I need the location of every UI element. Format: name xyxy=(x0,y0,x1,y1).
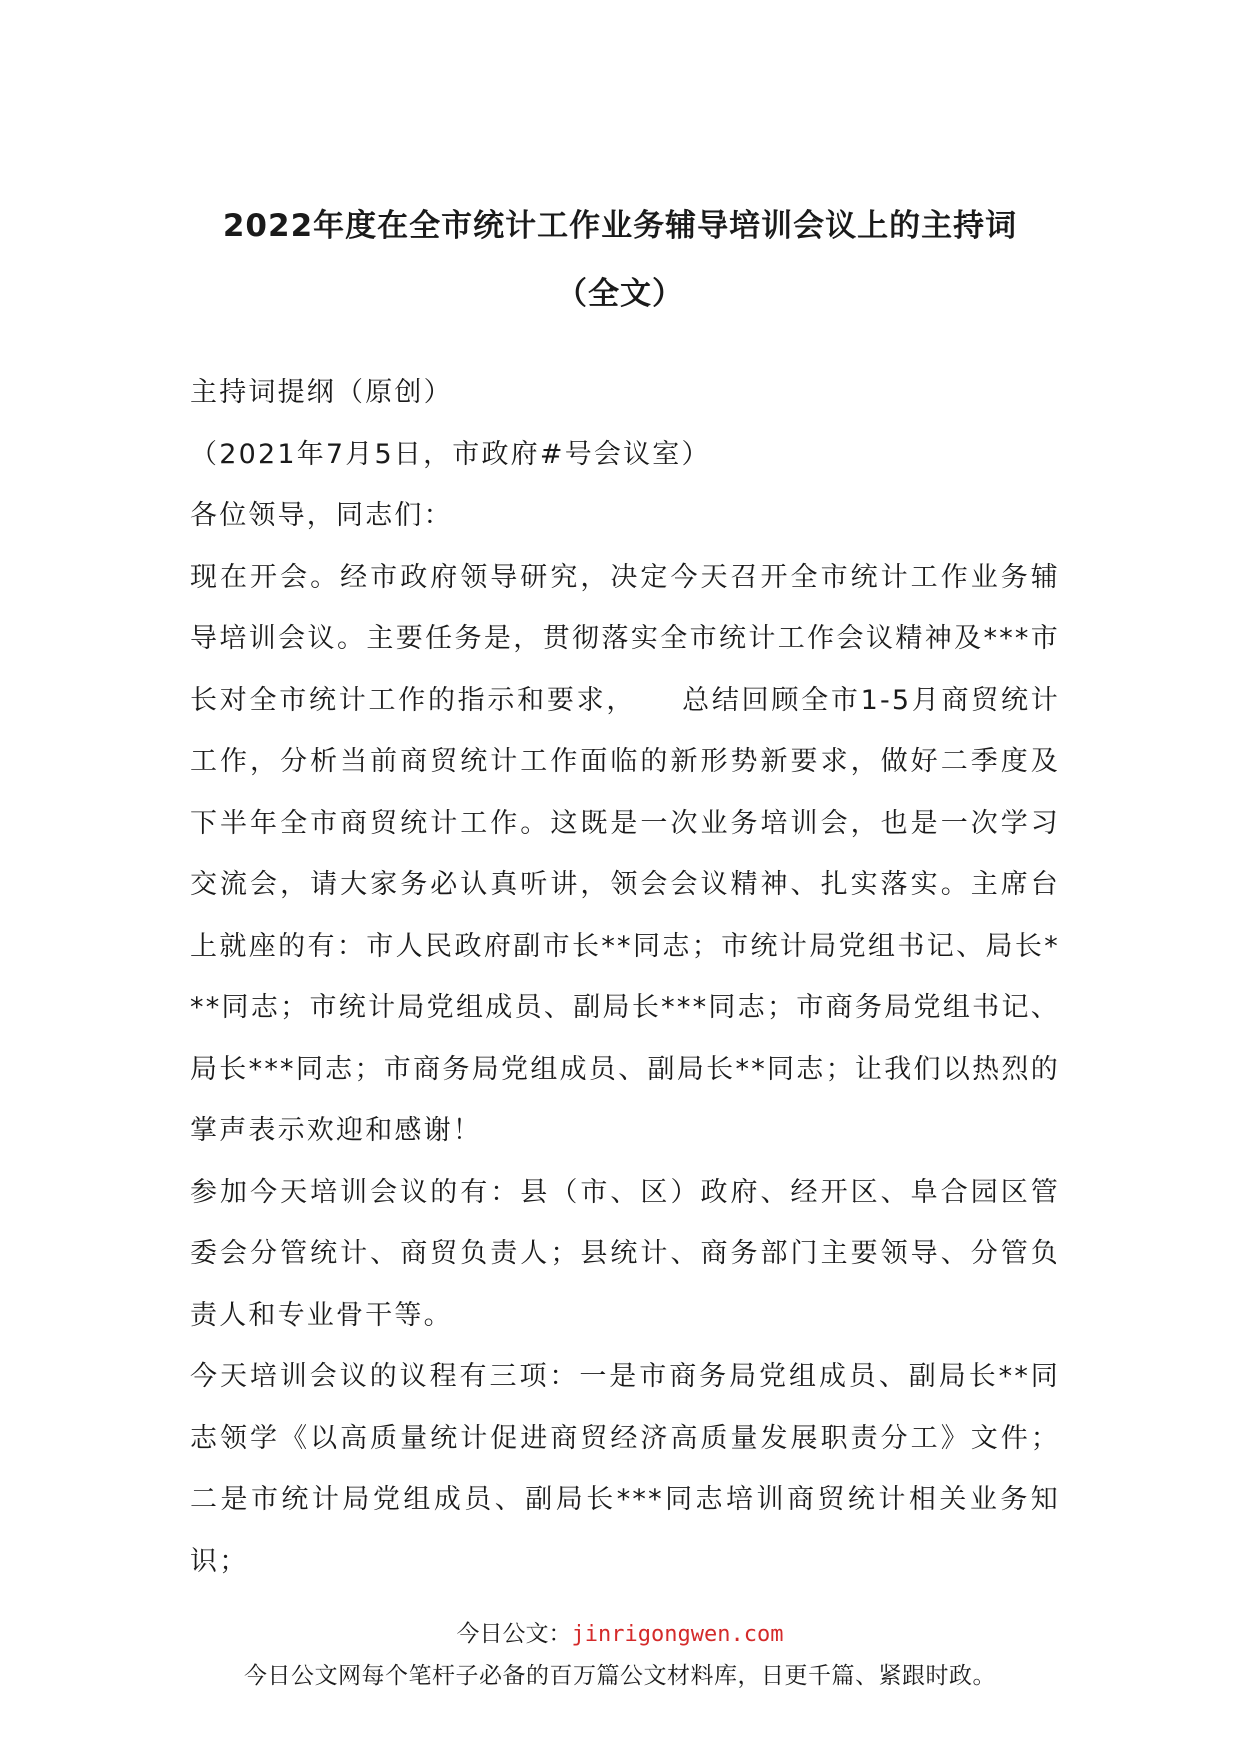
paragraph-attendees: 参加今天培训会议的有：县（市、区）政府、经开区、阜合园区管委会分管统计、商贸负责人；县统计、商务部门主要领导、分管负责人和专业骨干等。 xyxy=(190,1176,1060,1331)
document-title-suffix: （全文） xyxy=(556,276,684,312)
paragraph-outline-heading: 主持词提纲（原创） xyxy=(190,377,453,408)
document-body xyxy=(190,362,1060,1592)
paragraph-date-location: （2021年7月5日，市政府#号会议室） xyxy=(190,438,711,470)
footer-slogan: 今日公文网每个笔杆子必备的百万篇公文材料库，日更千篇、紧跟时政。 xyxy=(244,1663,996,1689)
footer-label: 今日公文： xyxy=(456,1621,572,1647)
paragraph-agenda: 今天培训会议的议程有三项：一是市商务局党组成员、副局长**同志领学《以高质量统计促进商贸经济高质量发展职责分工》文件；二是市统计局党组成员、副局长***同志培训商贸统计相关业务知识； xyxy=(190,1361,1060,1577)
paragraph-salutation: 各位领导，同志们： xyxy=(190,500,453,531)
footer-source xyxy=(0,1615,1240,1648)
document-title: 2022年度在全市统计工作业务辅导培训会议上的主持词 xyxy=(222,208,1018,244)
footer-url-link[interactable]: jinrigongwen.com xyxy=(571,1622,784,1647)
paragraph-opening: 现在开会。经市政府领导研究，决定今天召开全市统计工作业务辅导培训会议。主要任务是，贯彻落实全市统计工作会议精神及***市长对全市统计工作的指示和要求， 总结回顾全市1-5月商贸统计工作，分析当前商贸统计工作面临的新形势新要求，做好二季度及下半年全市商贸统计工作。这既是一次业务培训会，也是一次学习交流会，请大家务必认真听讲，领会会议精神、扎实落实。主席台上就座的有：市人民政府副市长**同志；市统计局党组书记、局长***同志；市统计局党组成员、副局长***同志；市商务局党组书记、局长***同志；市商务局党组成员、副局长**同志；让我们以热烈的掌声表示欢迎和感谢！ xyxy=(190,561,1060,1146)
